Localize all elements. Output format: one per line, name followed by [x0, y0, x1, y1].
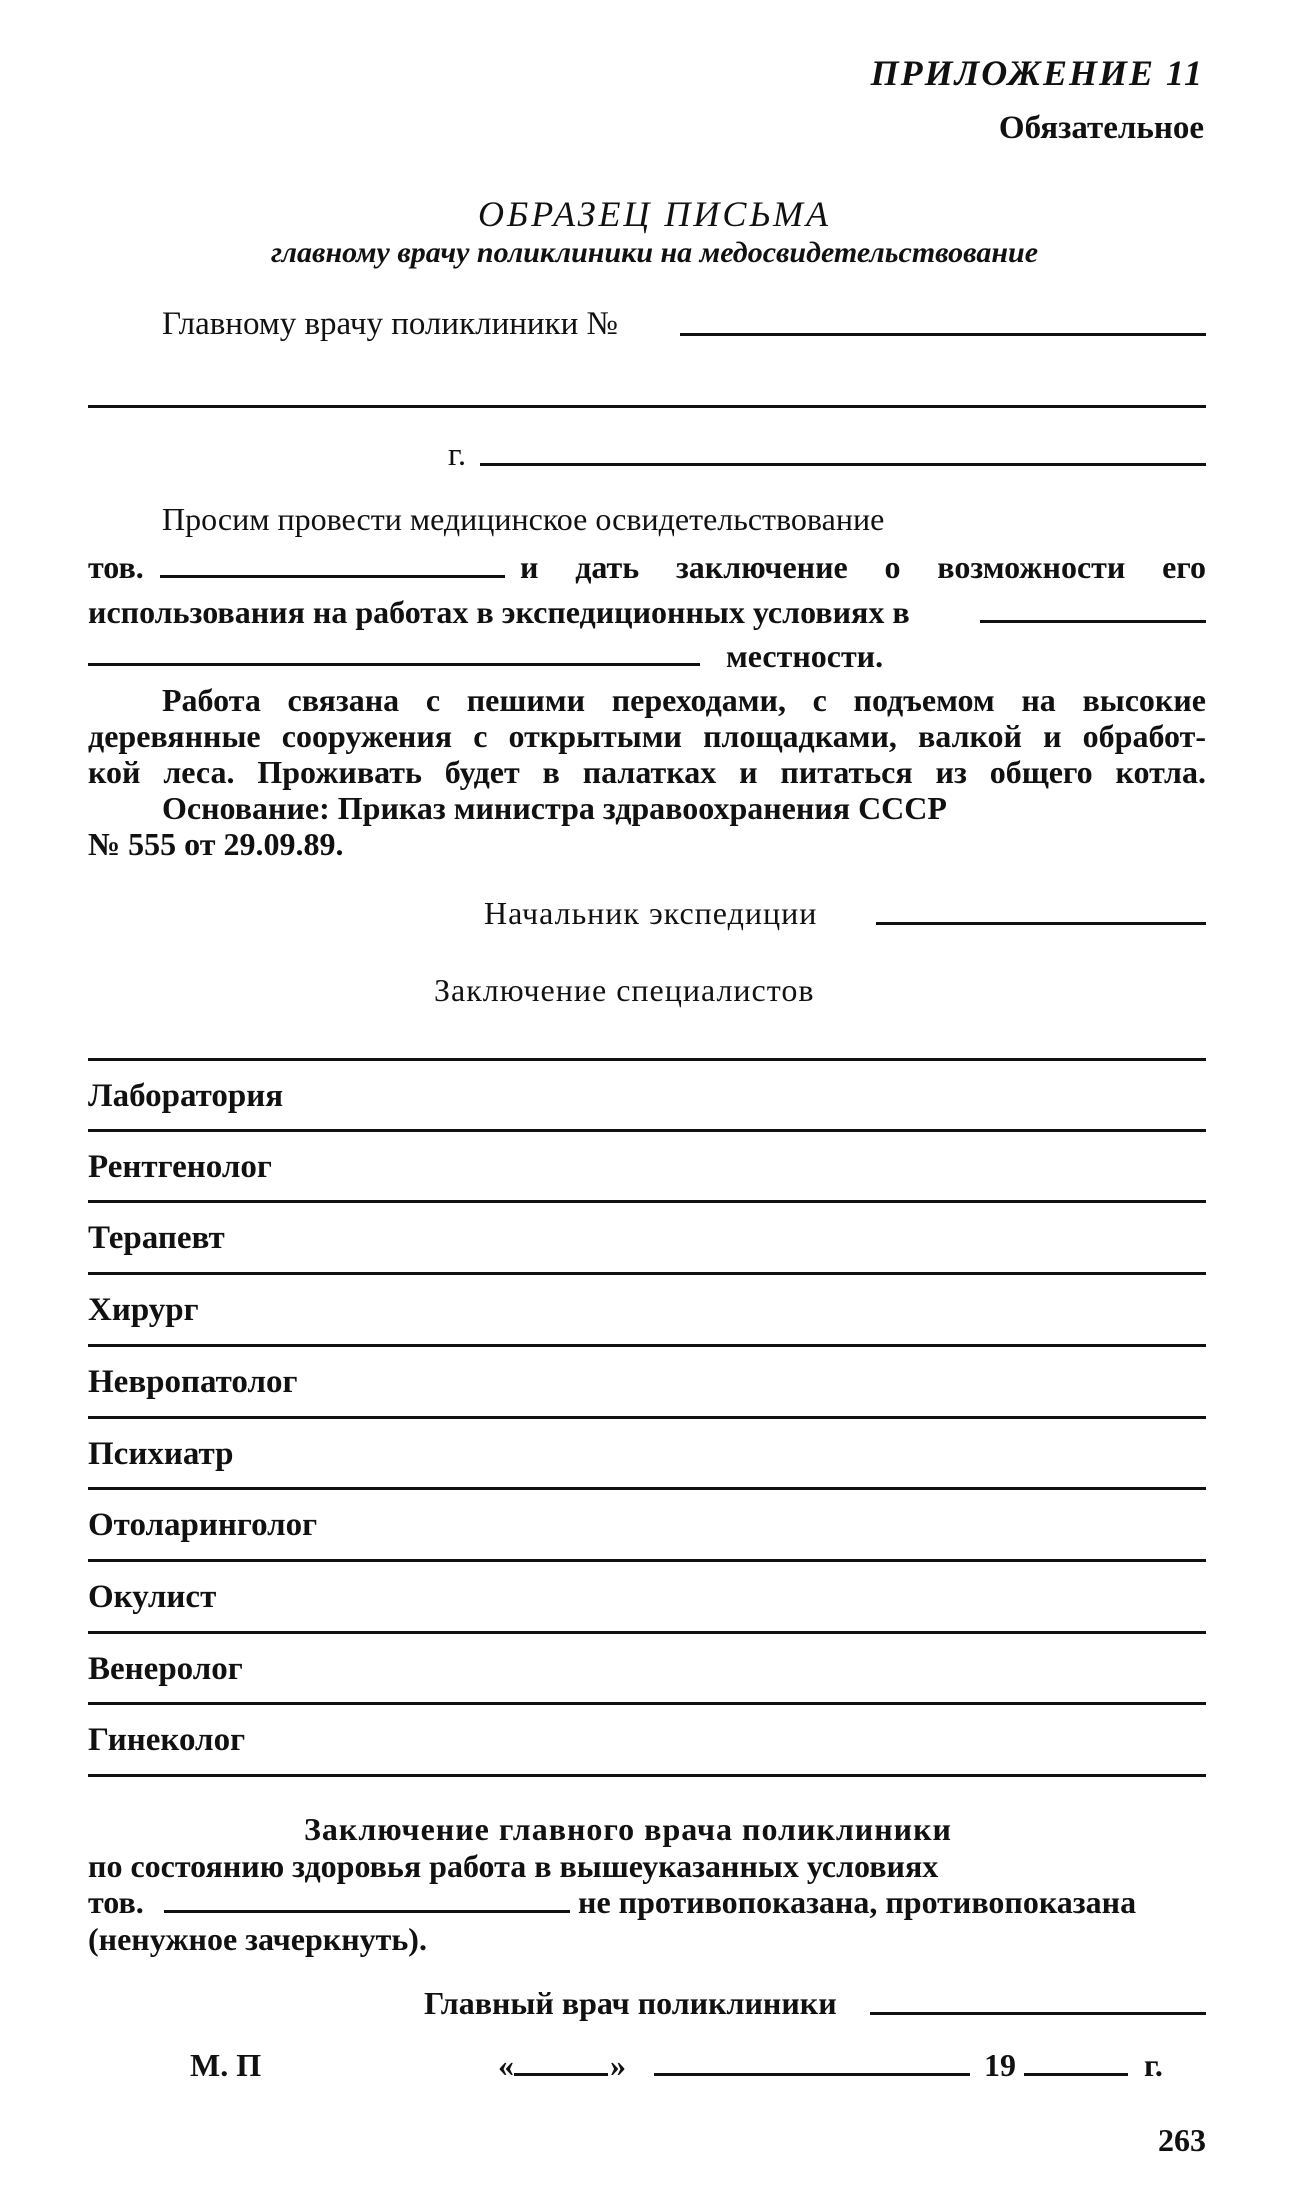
request-line-3: использования на работах в экспедиционных условиях в — [88, 594, 910, 630]
address-full-line[interactable] — [88, 405, 1206, 408]
address-to-label: Главному врачу поликлиники № — [162, 306, 618, 342]
specialist-venereologist: Венеролог — [88, 1651, 243, 1687]
expedition-head-signature-line[interactable] — [876, 922, 1206, 925]
specialist-ent: Отоларинголог — [88, 1507, 318, 1543]
conclusion-line-3: (ненужное зачеркнуть). — [88, 1921, 427, 1957]
specialist-radiologist: Рентгенолог — [88, 1149, 272, 1185]
expedition-head-label: Начальник экспедиции — [484, 895, 818, 931]
conclusion-line-2-start: тов. — [88, 1884, 144, 1920]
conclusion-line-1: по состоянию здоровья работа в вышеуказанных условиях — [88, 1848, 939, 1884]
address-city-prefix: г. — [448, 437, 467, 473]
specialists-top-rule — [88, 1058, 1206, 1061]
specialist-psychiatrist: Психиатр — [88, 1436, 234, 1472]
conclusion-heading: Заключение главного врача поликлиники — [304, 1811, 952, 1847]
specialist-therapist: Терапевт — [88, 1220, 225, 1256]
appendix-label: ПРИЛОЖЕНИЕ 11 — [870, 53, 1204, 93]
stamp-label: М. П — [190, 2047, 262, 2083]
request-line-2-start: тов. — [88, 549, 144, 585]
basis-line-1: Основание: Приказ министра здравоохранения СССР — [162, 790, 947, 826]
specialist-surgeon-line[interactable] — [88, 1344, 1206, 1347]
specialist-neurologist-line[interactable] — [88, 1416, 1206, 1419]
chief-doctor-label: Главный врач поликлиники — [424, 1985, 837, 2021]
chief-doctor-signature-line[interactable] — [870, 2012, 1206, 2015]
address-number-line[interactable] — [680, 333, 1206, 336]
appendix-status: Обязательное — [998, 110, 1204, 146]
request-line-1: Просим провести медицинское освидетельствование — [162, 501, 885, 537]
work-line-1: Работа связана с пешими переходами, с подъемом на высокие — [162, 682, 1206, 718]
employee-name-line[interactable] — [160, 575, 505, 578]
specialist-venereologist-line[interactable] — [88, 1702, 1206, 1705]
location-line-2[interactable] — [88, 663, 700, 666]
specialist-ent-line[interactable] — [88, 1559, 1206, 1562]
date-year-line[interactable] — [1024, 2073, 1128, 2076]
date-year-prefix: 19 — [984, 2047, 1016, 2083]
specialist-surgeon: Хирург — [88, 1292, 199, 1328]
page-subtitle: главному врачу поликлиники на медосвидетельствование — [270, 236, 1039, 269]
specialist-neurologist: Невропатолог — [88, 1364, 298, 1400]
specialists-heading: Заключение специалистов — [434, 972, 815, 1008]
specialist-ophthalmologist: Окулист — [88, 1579, 217, 1615]
specialist-laboratory-line[interactable] — [88, 1129, 1206, 1132]
request-line-2-end: и дать заключение о возможности его — [520, 549, 1206, 585]
work-line-3: кой леса. Проживать будет в палатках и питаться из общего котла. — [88, 754, 1206, 790]
page-number: 263 — [1158, 2122, 1206, 2158]
specialist-psychiatrist-line[interactable] — [88, 1487, 1206, 1490]
specialist-gynecologist-line[interactable] — [88, 1774, 1206, 1777]
specialist-gynecologist: Гинеколог — [88, 1722, 246, 1758]
conclusion-name-line[interactable] — [164, 1910, 570, 1913]
request-line-4: местности. — [726, 638, 884, 674]
address-city-line[interactable] — [480, 463, 1206, 466]
conclusion-line-2-end: не противопоказана, противопоказана — [578, 1884, 1137, 1920]
basis-line-2: № 555 от 29.09.89. — [88, 826, 344, 862]
date-month-line[interactable] — [654, 2073, 970, 2076]
work-line-2: деревянные сооружения с открытыми площадками, валкой и обработ- — [88, 718, 1206, 754]
specialist-laboratory: Лаборатория — [88, 1078, 284, 1114]
date-year-suffix: г. — [1144, 2047, 1163, 2083]
date-quote-close: » — [610, 2047, 626, 2083]
specialist-radiologist-line[interactable] — [88, 1200, 1206, 1203]
date-day-line[interactable] — [514, 2073, 608, 2076]
page-title: ОБРАЗЕЦ ПИСЬМА — [478, 194, 831, 234]
specialist-ophthalmologist-line[interactable] — [88, 1631, 1206, 1634]
location-line-1[interactable] — [980, 620, 1206, 623]
specialist-therapist-line[interactable] — [88, 1272, 1206, 1275]
date-quote-open: « — [498, 2047, 514, 2083]
